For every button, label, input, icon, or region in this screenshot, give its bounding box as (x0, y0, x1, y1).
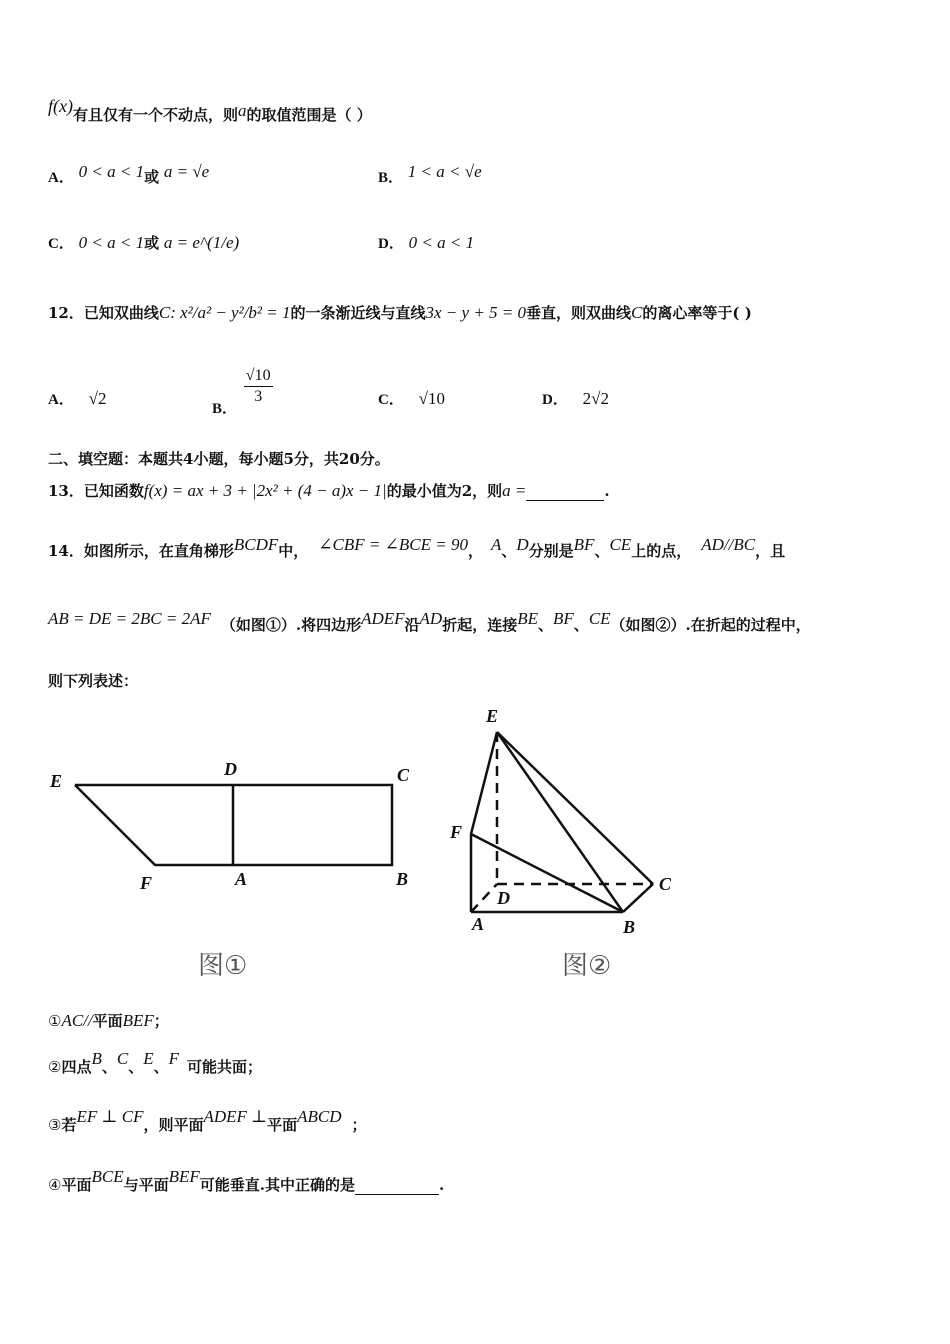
option-label: B． (212, 400, 238, 417)
q13-func: f(x) = ax + 3 + |2x² + (4 − a)x − 1| (143, 481, 387, 500)
q11-text1: 有且仅有一个不动点，则 (72, 106, 238, 124)
statement-math: AC// (61, 1011, 93, 1030)
statement-math: BEF (168, 1167, 200, 1186)
statement-point: F (168, 1049, 180, 1068)
fraction-denominator: 3 (254, 388, 263, 405)
option-math: √2 (88, 389, 107, 408)
q12-line: 3x − y + 5 = 0 (425, 303, 527, 322)
option-math: 0 < a < 1 (78, 162, 145, 181)
statement-math: BCE (91, 1167, 124, 1186)
q14-text: 中， (278, 542, 309, 560)
q11-option-a (48, 162, 210, 187)
statement-mark: ② (48, 1058, 62, 1076)
q14-line1 (48, 535, 786, 561)
q14-eq: AB = DE = 2BC = 2AF (48, 609, 211, 628)
q14-shape: BCDF (233, 535, 279, 554)
option-label: D． (542, 392, 568, 408)
q12-text3: 的离心率等于( ) (642, 304, 752, 322)
option-label: A． (48, 392, 74, 408)
q13-num: 13．已知函数 (48, 482, 144, 500)
statement-text: 、 (128, 1058, 144, 1076)
statement-math: EF ⊥ CF (76, 1107, 144, 1126)
statement-text: ； (351, 1116, 367, 1134)
q13-var: a = (502, 481, 527, 500)
q14-text: 沿 (404, 616, 420, 634)
fig2-label-d: D (497, 888, 510, 908)
fig2-label-e: E (486, 706, 499, 726)
q14-text: （如图②）.在折起的过程中， (610, 616, 811, 634)
statement-text: 可能共面； (187, 1058, 263, 1076)
q14-point: A (490, 535, 502, 554)
statement-text: 平面 (92, 1012, 123, 1030)
option-join: 或 (144, 234, 160, 252)
statement-math: ADEF ⊥ (203, 1107, 268, 1126)
q12-curve-name: C (631, 303, 643, 322)
option-label: C． (378, 392, 404, 408)
statement-mark: ③ (48, 1116, 62, 1134)
q13-stem (48, 480, 610, 501)
statement-point: E (143, 1049, 154, 1068)
q14-text: ， (467, 542, 483, 560)
q12-curve: C: x²/a² − y²/b² = 1 (158, 303, 291, 322)
q14-axis: AD (419, 609, 443, 628)
fig1-label-a: A (235, 869, 248, 889)
option-math: √10 (418, 389, 445, 408)
q14-angle: ∠CBF = ∠BCE = 90 (318, 535, 468, 554)
statement-mark: ④ (48, 1176, 62, 1194)
option-math: 2√2 (582, 389, 609, 408)
statement-text: 四点 (61, 1058, 92, 1076)
q14-line2 (48, 609, 811, 635)
fig1-label-e: E (50, 771, 63, 791)
q14-text: 、 (594, 542, 610, 560)
option-math: 0 < a < 1 (408, 233, 475, 252)
statement-math: ABCD (297, 1107, 342, 1126)
section-heading: 二、填空题：本题共4小题，每小题5分，共20分。 (48, 450, 390, 468)
q12-stem (48, 302, 752, 323)
q14-text: 折起，连接 (442, 616, 518, 634)
fig1-label-c: C (397, 765, 410, 785)
statement-math: BEF (122, 1011, 154, 1030)
q14-text: 、 (538, 616, 554, 634)
q14-text: ，且 (755, 542, 786, 560)
option-math: 1 < a < √e (407, 162, 482, 181)
edge-ec (497, 732, 653, 884)
fig1-label-f: F (140, 873, 153, 893)
answer-blank[interactable] (355, 1178, 439, 1195)
q14-text: 、 (501, 542, 517, 560)
q11-option-b (378, 162, 482, 187)
fig1-caption: 图① (198, 951, 248, 981)
statement-2 (48, 1049, 263, 1077)
q11-option-c (48, 232, 239, 253)
q14-parallel: AD//BC (701, 535, 756, 554)
q14-quad: ADEF (361, 609, 405, 628)
statement-point: B (91, 1049, 102, 1068)
option-label: A． (48, 170, 74, 186)
statement-text: 、 (153, 1058, 169, 1076)
q11-option-d (378, 232, 474, 253)
q11-func: f(x) (48, 96, 73, 116)
q14-num: 14．如图所示，在直角梯形 (48, 542, 234, 560)
option-math: a = √e (163, 162, 210, 181)
statement-text: 若 (61, 1116, 77, 1134)
q11-stem (48, 96, 372, 125)
edge-bc (623, 884, 653, 912)
statement-text: 、 (101, 1058, 117, 1076)
statement-text: ； (153, 1012, 169, 1030)
option-label: B． (378, 170, 404, 186)
figure-2-folded (440, 700, 690, 940)
statement-text: 可能垂直.其中正确的是 (199, 1176, 355, 1194)
option-label: C． (48, 236, 74, 252)
fig2-label-f: F (450, 822, 463, 842)
q12-option-a (48, 388, 106, 409)
statement-3 (48, 1107, 367, 1135)
fig2-label-c: C (659, 874, 672, 894)
q11-var: a (238, 101, 247, 120)
q14-seg: CE (588, 609, 611, 628)
q12-text2: 垂直，则双曲线 (526, 304, 632, 322)
statement-4 (48, 1167, 445, 1195)
q14-text: 分别是 (528, 542, 574, 560)
q12-num: 12．已知双曲线 (48, 304, 159, 322)
q12-option-b (212, 366, 275, 417)
q13-text1: 的最小值为2，则 (386, 482, 503, 500)
q12-text1: 的一条渐近线与直线 (290, 304, 426, 322)
q14-seg: BE (517, 609, 538, 628)
answer-blank[interactable] (526, 484, 604, 501)
fig2-label-b: B (623, 917, 636, 937)
fraction-numerator: √10 (244, 366, 273, 387)
fig1-label-d: D (224, 759, 237, 779)
statement-text: 平面 (61, 1176, 92, 1194)
edge-ad-hidden (471, 884, 497, 912)
statement-text: 与平面 (123, 1176, 169, 1194)
q14-seg: BF (553, 609, 574, 628)
q13-end: . (604, 482, 610, 500)
q11-text2: 的取值范围是（ ） (246, 106, 372, 124)
edge-fb (471, 834, 623, 912)
q14-point: D (516, 535, 529, 554)
statement-text: 平面 (267, 1116, 298, 1134)
statement-mark: ① (48, 1012, 62, 1030)
option-math: a = e^(1/e) (163, 233, 240, 252)
option-math: 0 < a < 1 (78, 233, 145, 252)
q14-text: 上的点， (631, 542, 692, 560)
edge-ef (471, 732, 497, 834)
q14-seg: CE (609, 535, 632, 554)
q14-seg: BF (573, 535, 595, 554)
statement-point: C (116, 1049, 129, 1068)
statement-text: . (438, 1176, 445, 1194)
figure-1-trapezoid (40, 755, 430, 900)
fig2-label-a: A (472, 914, 485, 934)
fig1-label-b: B (396, 869, 409, 889)
q14-text: 、 (573, 616, 589, 634)
option-join: 或 (144, 168, 160, 186)
fig2-caption: 图② (562, 951, 612, 981)
q12-option-c (378, 388, 445, 409)
q14-text: （如图①）.将四边形 (220, 616, 362, 634)
option-label: D． (378, 236, 404, 252)
q14-line3: 则下列表述： (48, 672, 139, 690)
statement-text: ，则平面 (143, 1116, 204, 1134)
q12-option-d (542, 388, 609, 409)
statement-1 (48, 1010, 169, 1031)
